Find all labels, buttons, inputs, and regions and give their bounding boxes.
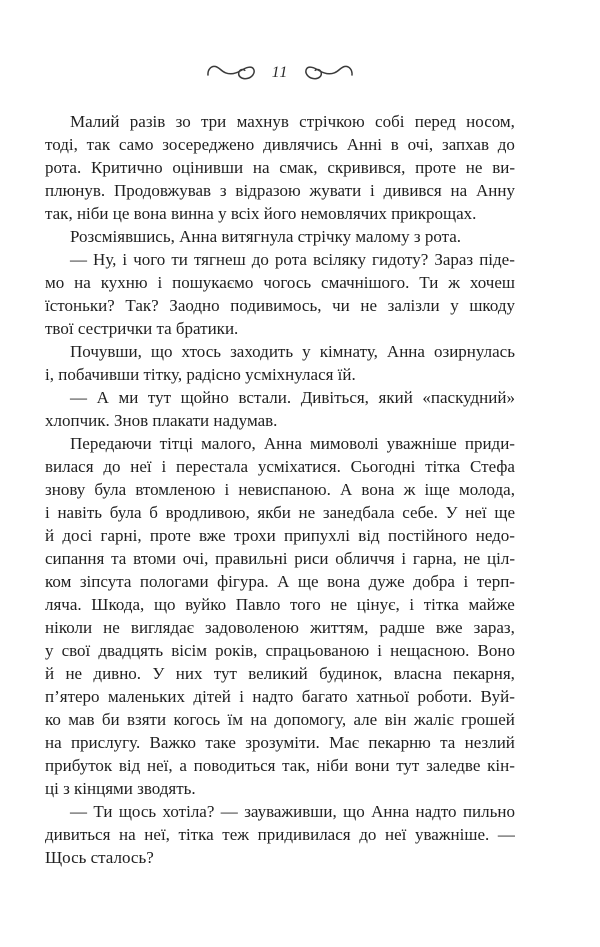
text-line: й досі гарні, проте вже трохи припухлі від постійного недо- [45,526,515,545]
text-line: хлопчик. Знов плакати надумав. [45,411,278,430]
text-line: ці з кінцями зводять. [45,779,196,798]
text-line: — Ну, і чого ти тягнеш до рота всіляку гидоту? Зараз піде- [70,250,515,269]
page-header [45,56,515,90]
text-line: ком зіпсута пологами фігура. А ще вона дуже добра і терп- [45,572,515,591]
text-line: ніколи не виглядає задоволеною життям, радше вже зараз, [45,618,515,637]
text-line: Розсміявшись, Анна витягнула стрічку малому з рота. [70,227,462,246]
page-number: 11 [271,64,289,81]
text-line: дивиться на неї, тітка теж придивилася до неї уважніше. — [45,825,515,844]
swash-flourish-left-icon [206,59,256,87]
text-line: сипання та втоми очі, правильні риси обличчя і гарна, не ціл- [45,549,515,568]
text-line: п’ятеро маленьких дітей і надто багато хатньої роботи. Вуй- [45,687,515,706]
paragraph [45,225,515,248]
text-line: так, ніби це вона винна у всіх його немовлячих прикрощах. [45,204,477,223]
text-line: вилася до неї і перестала усміхатися. Сьогодні тітка Стефа [45,457,515,476]
text-line: у свої двадцять вісім років, спрацьованою і нещасною. Воно [45,641,515,660]
text-line: їстоньки? Так? Заодно подивимось, чи не залізли у шкоду [45,296,515,315]
text-line: — А ми тут щойно встали. Дивіться, який «паскудний» [70,388,515,407]
text-line: на прислугу. Важко таке зрозуміти. Має пекарню та незлий [45,733,515,752]
text-line: Передаючи тітці малого, Анна мимоволі уважніше приди- [70,434,515,453]
text-line: і, побачивши тітку, радісно усміхнулася їй. [45,365,356,384]
text-line: Щось сталось? [45,848,154,867]
body-text [45,110,515,869]
text-line: — Ти щось хотіла? — зауваживши, що Анна надто пильно [70,802,515,821]
text-line: плюнув. Продовжував з відразою жувати і дивився на Анну [45,181,515,200]
paragraph [45,386,515,432]
text-line: і навіть була б вродливою, якби не занедбала себе. У неї ще [45,503,515,522]
swash-flourish-right-icon [304,59,354,87]
text-line: тоді, так само зосереджено дивлячись Анні в очі, запхав до [45,135,515,154]
text-line: знову була втомленою і невиспаною. А вона ж іще молода, [45,480,515,499]
text-line: твої сестрички та братики. [45,319,239,338]
text-line: Малий разів зо три махнув стрічкою собі перед носом, [70,112,515,131]
text-line: ляча. Шкода, що вуйко Павло того не цінує, і тітка майже [45,595,515,614]
paragraph [45,432,515,800]
text-line: Почувши, що хтось заходить у кімнату, Анна озирнулась [70,342,515,361]
text-line: ко мав би взяти когось їм на допомогу, але він жаліє грошей [45,710,515,729]
text-line: прибуток від неї, а поводиться так, ніби вони тут заледве кін- [45,756,515,775]
paragraph [45,248,515,340]
text-line: рота. Критично оцінивши на смак, скривився, проте не ви- [45,158,515,177]
paragraph [45,340,515,386]
paragraph [45,110,515,225]
text-line: мо на кухню і пошукаємо чогось смачнішого. Ти ж хочеш [45,273,515,292]
text-line: й не дивно. У них тут великий будинок, власна пекарня, [45,664,515,683]
paragraph [45,800,515,869]
